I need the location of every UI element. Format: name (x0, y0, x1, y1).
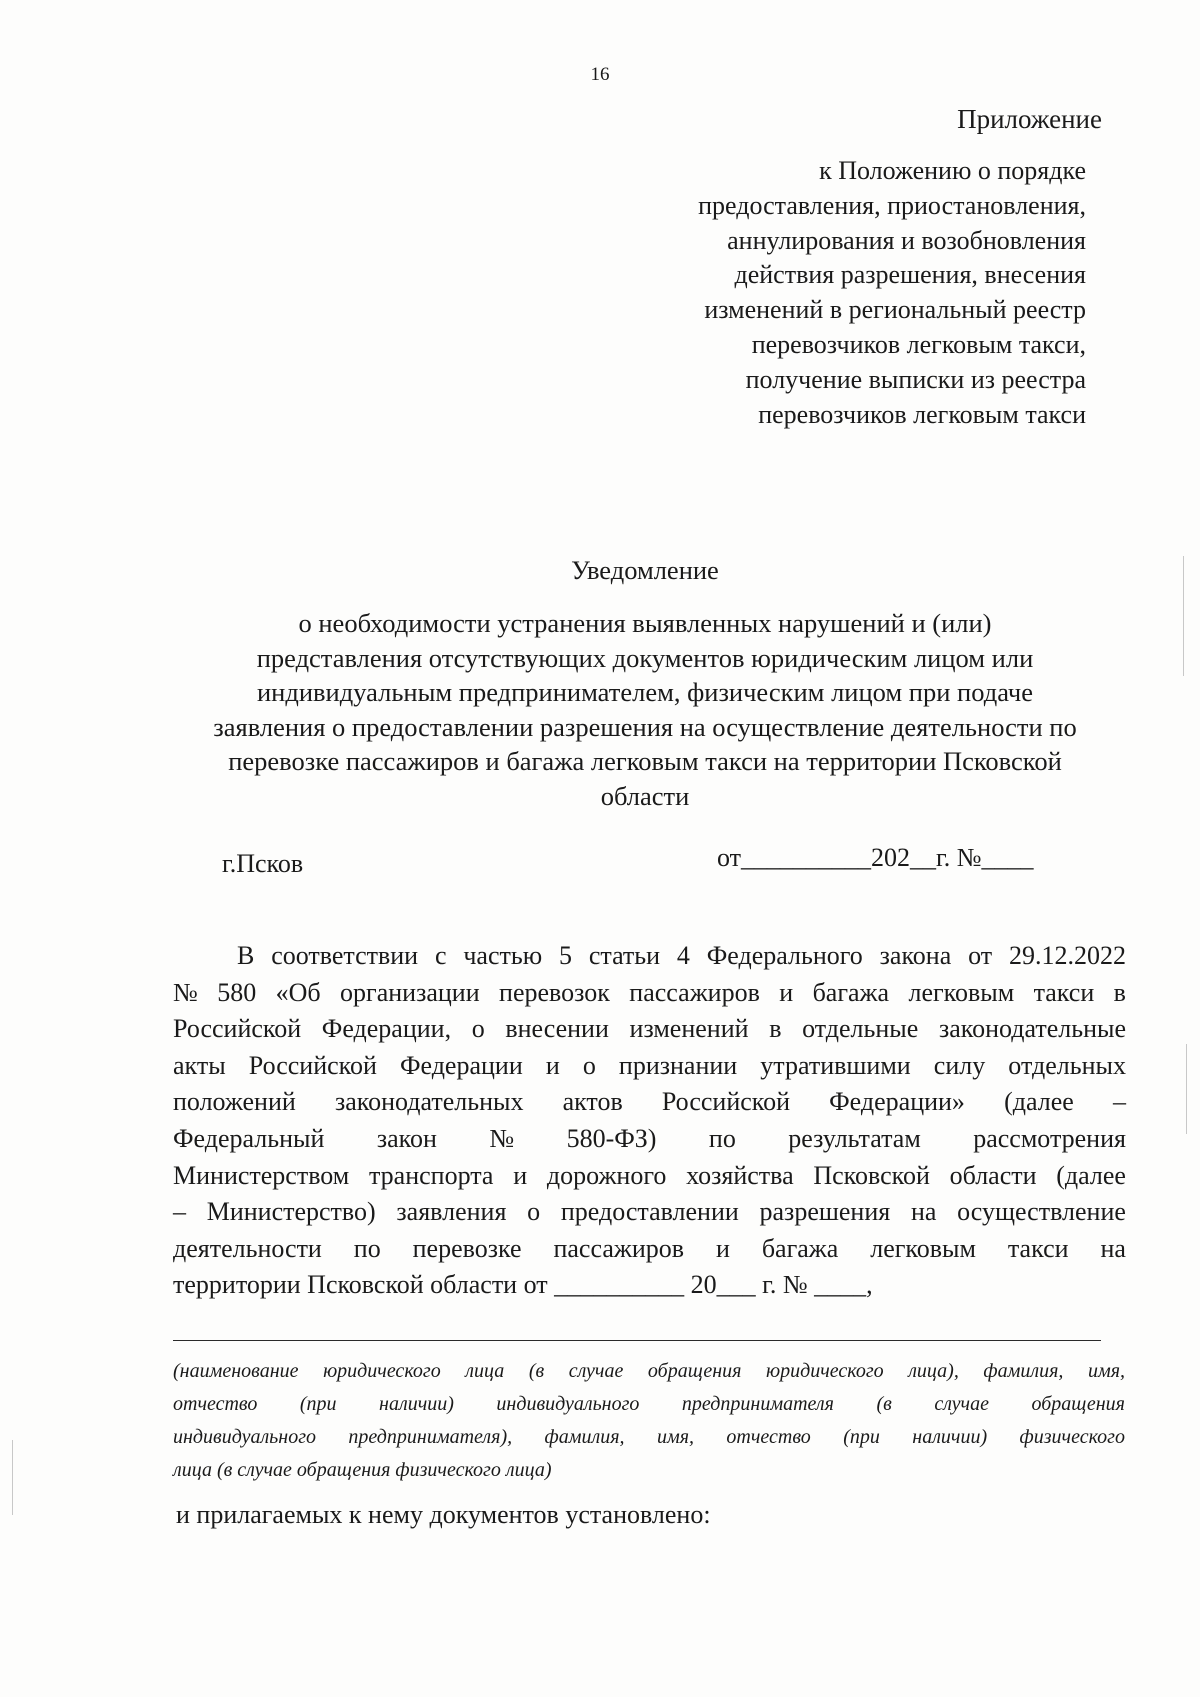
paragraph-line (173, 1048, 1126, 1085)
appendix-reference-line: получение выписки из реестра (745, 364, 1086, 394)
word: Псковской (813, 1160, 930, 1190)
place-of-issue: г.Псков (222, 849, 304, 878)
closing-line: и прилагаемых к нему документов установлено: (176, 1500, 711, 1529)
word: силу (933, 1050, 986, 1080)
appendix-label: Приложение (957, 104, 1102, 134)
notice-subtitle-line: области (600, 780, 690, 811)
word: пассажиров (629, 977, 760, 1007)
notice-subtitle-line: индивидуальным предпринимателем, физическим лицом при подаче (257, 677, 1033, 707)
word: Федерального (706, 941, 863, 970)
word: и (545, 1050, 560, 1080)
word: изменений (629, 1014, 749, 1044)
word: «Об (275, 977, 321, 1007)
word: отдельные (802, 1014, 919, 1044)
word: отдельных (1008, 1050, 1126, 1080)
word: Министерством (173, 1160, 350, 1190)
word: Федеральный (173, 1123, 325, 1153)
word: (в (876, 1393, 892, 1415)
word: лица), (908, 1360, 959, 1382)
word: – (173, 1197, 186, 1227)
word: и (715, 1233, 730, 1263)
word: юридического (323, 1360, 441, 1382)
word: на (1100, 1233, 1126, 1263)
word: индивидуального (173, 1426, 316, 1448)
word: наличии) (379, 1393, 454, 1415)
paragraph-line (173, 1084, 1126, 1121)
word: и (779, 977, 794, 1007)
word: лица (465, 1360, 505, 1382)
word: (наименование (173, 1360, 299, 1382)
notice-title: Уведомление (571, 555, 719, 585)
word: утратившими (760, 1050, 911, 1080)
scan-artifact (1186, 1044, 1187, 1134)
word: в (769, 1014, 782, 1044)
word: обращения (1031, 1393, 1125, 1415)
word: внесении (505, 1014, 609, 1044)
word: акты (173, 1050, 226, 1080)
word: в (1113, 977, 1126, 1007)
word: и (513, 1160, 528, 1190)
word: индивидуального (496, 1393, 640, 1415)
word: соответствии (271, 941, 419, 970)
footnote-line: лица (в случае обращения физического лица) (173, 1459, 552, 1481)
footnote-caption (173, 1355, 1125, 1487)
main-paragraph (173, 938, 1126, 1304)
word: организации (340, 977, 480, 1007)
paragraph-line (173, 1194, 1126, 1231)
word: предоставлении (560, 1197, 739, 1227)
paragraph-line: территории Псковской области от __________ 20___ г. № ____, (173, 1270, 873, 1300)
word: отчество (726, 1426, 811, 1448)
word: дорожного (546, 1160, 667, 1190)
word: перевозке (412, 1233, 522, 1263)
word: частью (463, 941, 543, 970)
word: легковым (908, 977, 1015, 1007)
paragraph-line (173, 938, 1126, 975)
word: случае (568, 1360, 624, 1382)
word: перевозок (499, 977, 610, 1007)
word: 4 (676, 941, 690, 970)
word: (в (528, 1360, 545, 1382)
word: Российской (661, 1087, 790, 1117)
word: статьи (588, 941, 661, 970)
word: наличии) (912, 1426, 988, 1448)
word: обращения (647, 1360, 742, 1382)
word: 29.12.2022 (1008, 941, 1126, 970)
word: Федерации (399, 1050, 523, 1080)
word: законодательные (938, 1014, 1126, 1044)
word: 5 (559, 941, 572, 970)
word: (далее (1056, 1160, 1126, 1190)
word: такси (1007, 1233, 1069, 1263)
word: хозяйства (686, 1160, 794, 1190)
word: – (1112, 1087, 1126, 1117)
word: предпринимателя (681, 1393, 834, 1415)
paragraph-line (173, 975, 1126, 1012)
notice-subtitle (130, 606, 1160, 813)
word: о (582, 1050, 596, 1080)
notice-subtitle-line: о необходимости устранения выявленных нарушений и (или) (298, 608, 992, 638)
word: 580-ФЗ) (566, 1123, 657, 1153)
paragraph-line (173, 1011, 1126, 1048)
appendix-reference-line: изменений в региональный реестр (704, 295, 1086, 325)
appendix-reference (526, 154, 1086, 432)
footnote-line (173, 1355, 1125, 1388)
paragraph-line (173, 1158, 1126, 1195)
word: имя, (1087, 1360, 1125, 1382)
word: (при (843, 1426, 880, 1448)
word: легковым (870, 1233, 976, 1263)
word: на (910, 1197, 937, 1227)
footnote-line (173, 1388, 1125, 1421)
word: заявления (396, 1197, 507, 1227)
word: от (968, 941, 993, 970)
word: (далее (1004, 1087, 1074, 1117)
word: законодательных (334, 1087, 524, 1117)
word: закона (879, 941, 952, 970)
word: актов (562, 1087, 623, 1117)
fill-in-underline (173, 1340, 1101, 1341)
word: осуществление (957, 1197, 1126, 1227)
appendix-reference-line: к Положению о порядке (819, 156, 1086, 185)
word: предпринимателя), (348, 1426, 513, 1448)
word: признании (618, 1050, 738, 1080)
date-number-line: от__________202__г. №____ (717, 843, 1034, 872)
word: деятельности (173, 1233, 322, 1263)
word: разрешения (759, 1197, 891, 1227)
word: отчество (173, 1393, 258, 1415)
word: по (708, 1123, 736, 1153)
word: рассмотрения (973, 1123, 1126, 1153)
word: № (489, 1123, 515, 1153)
word: (при (299, 1393, 337, 1415)
notice-subtitle-line: перевозке пассажиров и багажа легковым такси на территории Псковской (228, 746, 1062, 776)
paragraph-line (173, 1231, 1126, 1268)
footnote-line (173, 1421, 1125, 1454)
appendix-reference-line: перевозчиков легковым такси (758, 399, 1086, 429)
paragraph-line (173, 1121, 1126, 1158)
word: Министерство) (206, 1197, 376, 1227)
word: фамилия, (983, 1360, 1064, 1382)
word: багажа (761, 1233, 839, 1263)
word: физического (1019, 1426, 1125, 1448)
word: пассажиров (553, 1233, 685, 1263)
word: с (434, 941, 447, 970)
word: 580 (217, 977, 257, 1007)
appendix-reference-line: перевозчиков легковым такси, (751, 329, 1086, 359)
word: области (949, 1160, 1037, 1190)
word: Федерации» (829, 1087, 965, 1117)
word: такси (1033, 977, 1095, 1007)
notice-subtitle-line: заявления о предоставлении разрешения на осуществление деятельности по (213, 711, 1077, 742)
word: юридического (765, 1360, 884, 1382)
word: транспорта (369, 1160, 494, 1190)
word: Российской (248, 1050, 377, 1080)
word: Федерации, (321, 1014, 452, 1044)
word: Российской (173, 1014, 302, 1044)
appendix-reference-line: действия разрешения, внесения (734, 260, 1086, 290)
word: имя, (656, 1426, 694, 1448)
word: багажа (812, 977, 890, 1007)
word: по (353, 1233, 381, 1263)
word: фамилия, (544, 1426, 625, 1448)
word: случае (934, 1393, 989, 1415)
word: закон (376, 1123, 437, 1153)
notice-subtitle-line: представления отсутствующих документов юридическим лицом или (256, 642, 1034, 673)
word: о (471, 1014, 485, 1044)
appendix-reference-line: аннулирования и возобновления (727, 225, 1086, 255)
page-number: 16 (590, 64, 610, 85)
scan-artifact (12, 1440, 13, 1515)
word: № (173, 977, 198, 1007)
appendix-reference-line: предоставления, приостановления, (698, 190, 1086, 220)
word: результатам (788, 1123, 921, 1153)
word: о (527, 1197, 541, 1227)
scan-artifact (1183, 556, 1184, 676)
word: В (237, 941, 255, 970)
word: положений (173, 1087, 296, 1117)
